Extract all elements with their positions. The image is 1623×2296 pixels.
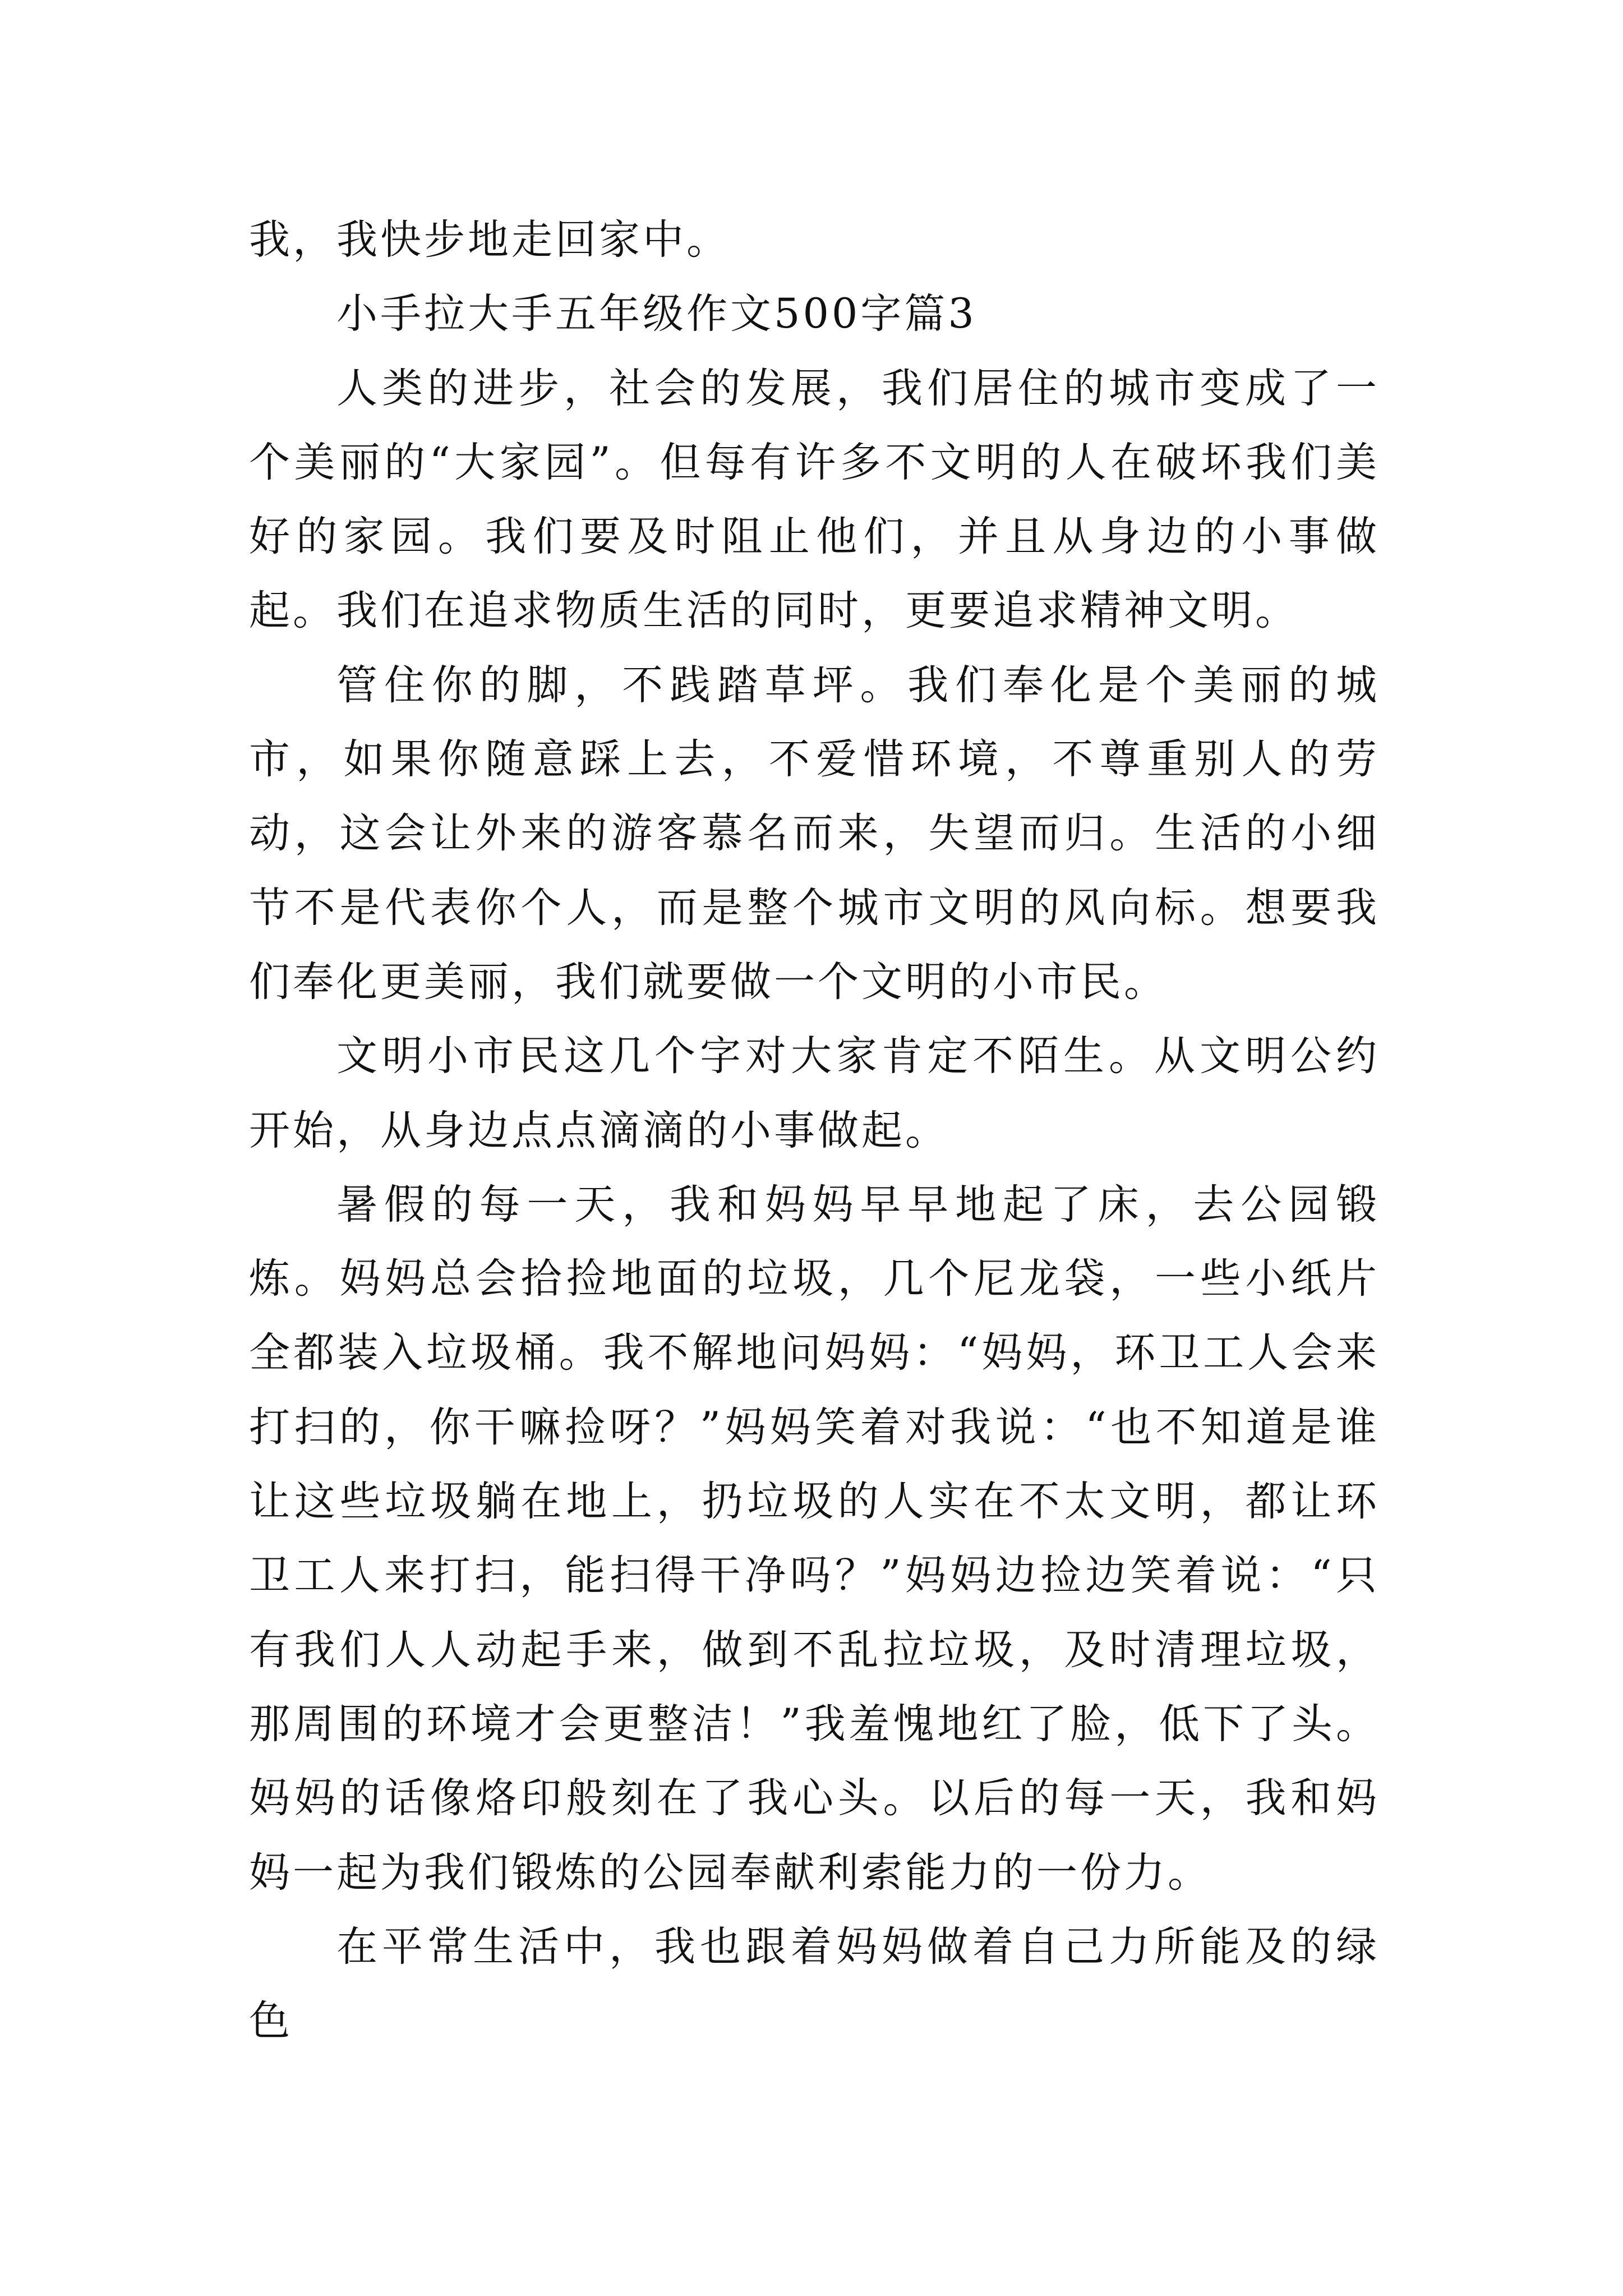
body-text (249, 203, 1380, 2058)
continuation-line: 我，我快步地走回家中。 (249, 216, 730, 264)
paragraph-3: 文明小市民这几个字对大家肯定不陌生。从文明公约开始，从身边点点滴滴的小事做起。 (249, 1032, 1380, 1154)
paragraph-5: 在平常生活中，我也跟着妈妈做着自己力所能及的绿色 (249, 1922, 1380, 2045)
section-title: 小手拉大手五年级作文500字篇3 (336, 290, 977, 338)
paragraph-2: 管住你的脚，不践踏草坪。我们奉化是个美丽的城市，如果你随意踩上去，不爱惜环境，不尊重别人的劳动，这会让外来的游客慕名而来，失望而归。生活的小细节不是代表你个人，而是整个城市文明的风向标。想要我们奉化更美丽，我们就要做一个文明的小市民。 (249, 661, 1380, 1006)
paragraph-1: 人类的进步，社会的发展，我们居住的城市变成了一个美丽的“大家园”。但每有许多不文明的人在破坏我们美好的家园。我们要及时阻止他们，并且从身边的小事做起。我们在追求物质生活的同时，更要追求精神文明。 (249, 364, 1380, 635)
paragraph-4: 暑假的每一天，我和妈妈早早地起了床，去公园锻炼。妈妈总会拾捡地面的垃圾，几个尼龙袋，一些小纸片全都装入垃圾桶。我不解地问妈妈：“妈妈，环卫工人会来打扫的，你干嘛捡呀？”妈妈笑着对我说：“也不知道是谁让这些垃圾躺在地上，扔垃圾的人实在不太文明，都让环卫工人来打扫，能扫得干净吗？”妈妈边捡边笑着说：“只有我们人人动起手来，做到不乱拉垃圾，及时清理垃圾，那周围的环境才会更整洁！”我羞愧地红了脸，低下了头。妈妈的话像烙印般刻在了我心头。以后的每一天，我和妈妈一起为我们锻炼的公园奉献利索能力的一份力。 (249, 1180, 1380, 1897)
